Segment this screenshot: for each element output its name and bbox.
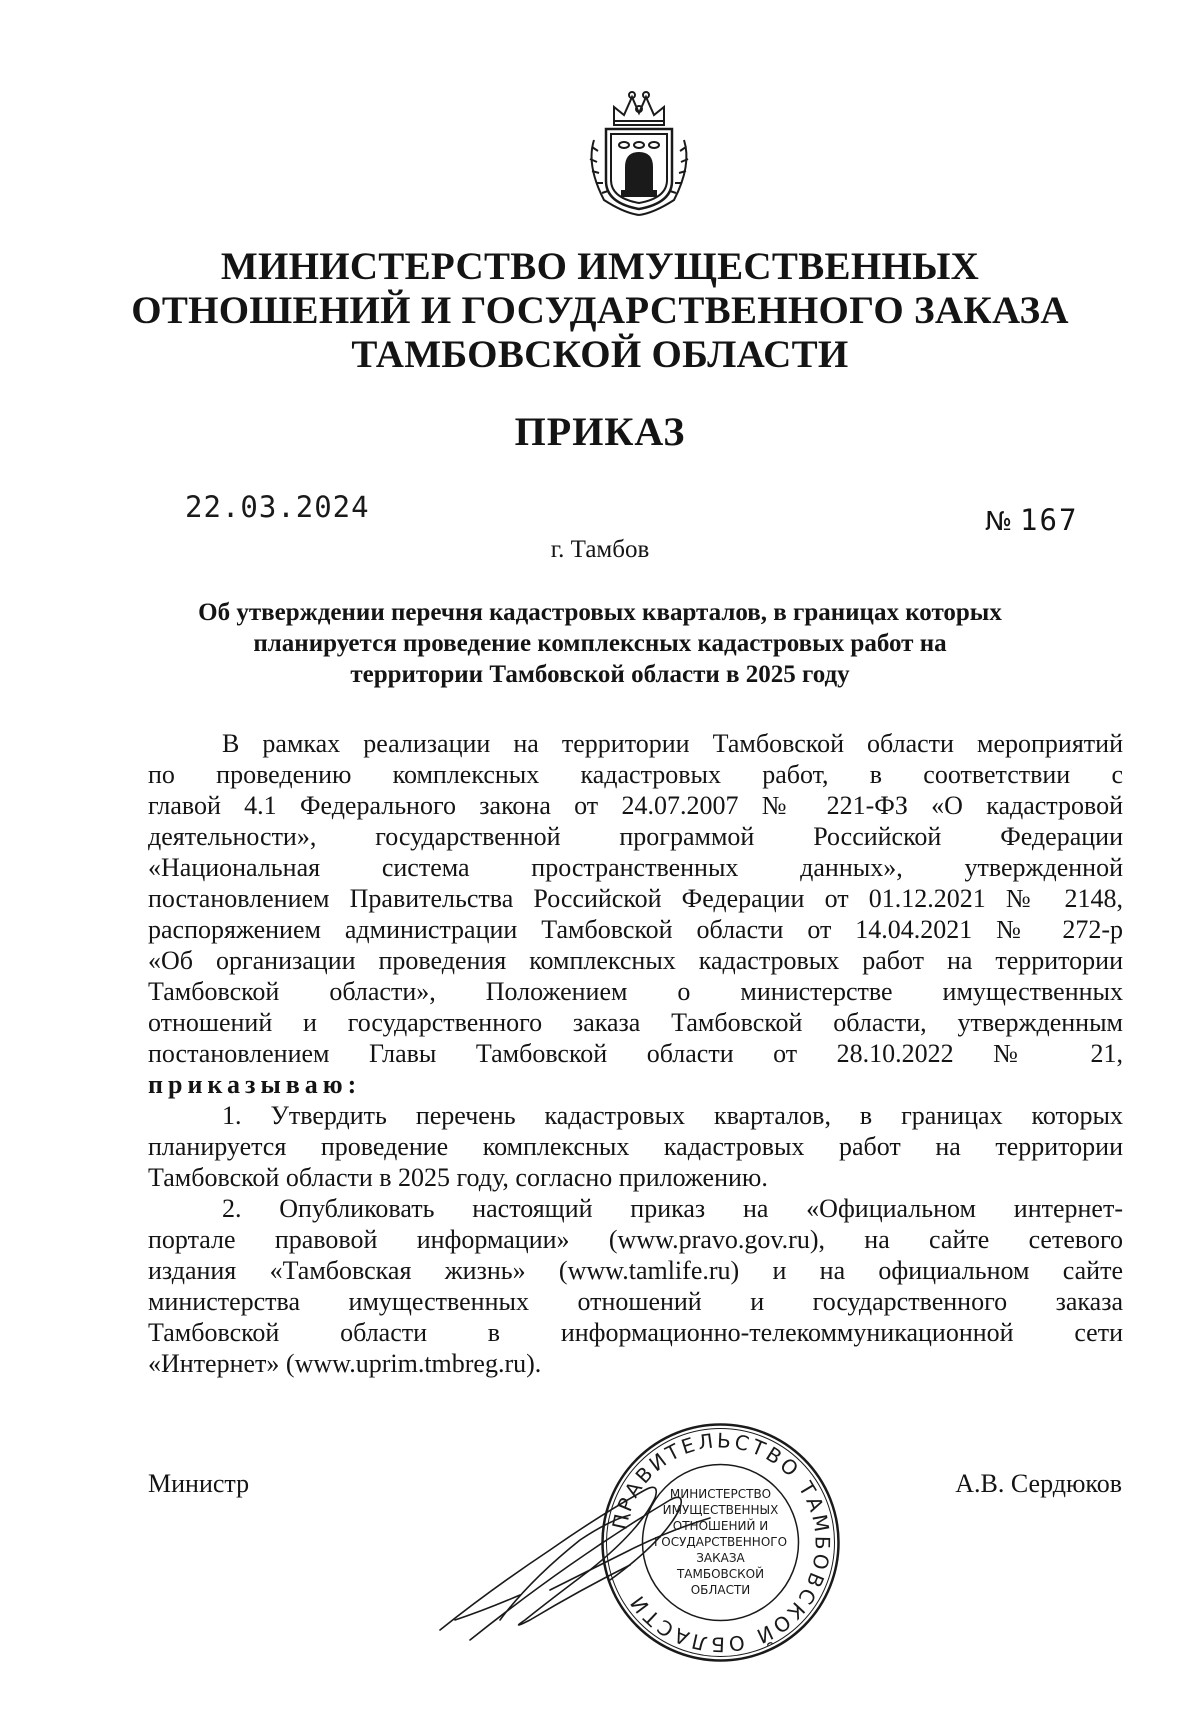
- ministry-line: ОТНОШЕНИЙ И ГОСУДАРСТВЕННОГО ЗАКАЗА: [131, 289, 1069, 332]
- body-line: Тамбовской области в информационно-телекоммуникационной сети: [148, 1318, 1123, 1347]
- body-line: 2. Опубликовать настоящий приказ на «Официальном интернет-: [222, 1194, 1123, 1223]
- order-date: 22.03.2024: [185, 490, 370, 524]
- number-sign: №: [985, 507, 1013, 537]
- subject-line: Об утверждении перечня кадастровых кварталов, в границах которых: [198, 599, 1002, 626]
- body-line: «Интернет» (www.uprim.tmbreg.ru).: [148, 1349, 542, 1378]
- seal-ring-text: ПРАВИТЕЛЬСТВО ТАМБОВСКОЙ ОБЛАСТИ: [607, 1428, 835, 1657]
- body-line: постановлением Главы Тамбовской области от 28.10.2022 № 21,: [148, 1039, 1123, 1068]
- body-line: Тамбовской области в 2025 году, согласно приложению.: [148, 1163, 768, 1192]
- signer-name: А.В. Сердюков: [955, 1469, 1122, 1498]
- preamble: [148, 728, 1123, 1100]
- ministry-name: [100, 245, 1100, 377]
- body-line: издания «Тамбовская жизнь» (www.tamlife.ru) и на официальном сайте: [148, 1256, 1123, 1285]
- body-line: планируется проведение комплексных кадастровых работ на территории: [148, 1132, 1123, 1161]
- body-line: «Об организации проведения комплексных кадастровых работ на территории: [148, 946, 1123, 975]
- order-directive: приказываю:: [148, 1070, 362, 1099]
- signer-position: Министр: [148, 1469, 250, 1498]
- official-seal: [598, 1420, 843, 1665]
- seal-center-line: ИМУЩЕСТВЕННЫХ: [662, 1503, 779, 1517]
- seal-center-line: МИНИСТЕРСТВО: [669, 1487, 772, 1501]
- number-value: 167: [1020, 503, 1079, 537]
- body-line: главой 4.1 Федерального закона от 24.07.2007 № 221-ФЗ «О кадастровой: [148, 791, 1123, 820]
- body-line: деятельности», государственной программой Российской Федерации: [148, 822, 1123, 851]
- order-item-2: [148, 1193, 1123, 1379]
- body-line: портале правовой информации» (www.pravo.gov.ru), на сайте сетевого: [148, 1225, 1123, 1254]
- document-type: ПРИКАЗ: [514, 409, 686, 454]
- body-line: В рамках реализации на территории Тамбовской области мероприятий: [222, 729, 1123, 758]
- body-line: 1. Утвердить перечень кадастровых кварталов, в границах которых: [222, 1101, 1123, 1130]
- order-subject: [150, 597, 1050, 690]
- seal-center-line: ОБЛАСТИ: [690, 1583, 751, 1597]
- seal-center-line: ГОСУДАРСТВЕННОГО: [653, 1535, 788, 1549]
- body-line: отношений и государственного заказа Тамбовской области, утвержденным: [148, 1008, 1123, 1037]
- seal-center-line: ОТНОШЕНИЙ И: [672, 1519, 769, 1533]
- ministry-line: ТАМБОВСКОЙ ОБЛАСТИ: [351, 333, 849, 376]
- body-line: министерства имущественных отношений и государственного заказа: [148, 1287, 1123, 1316]
- city: г. Тамбов: [550, 536, 650, 563]
- body-line: распоряжением администрации Тамбовской области от 14.04.2021 № 272-р: [148, 915, 1123, 944]
- body-line: Тамбовской области», Положением о министерстве имущественных: [148, 977, 1123, 1006]
- body-line: по проведению комплексных кадастровых работ, в соответствии с: [148, 760, 1123, 789]
- coat-of-arms-icon: [584, 85, 694, 220]
- ministry-line: МИНИСТЕРСТВО ИМУЩЕСТВЕННЫХ: [220, 245, 980, 288]
- body-line: постановлением Правительства Российской Федерации от 01.12.2021 № 2148,: [148, 884, 1123, 913]
- subject-line: планируется проведение комплексных кадастровых работ на: [253, 630, 947, 657]
- seal-center-line: ЗАКАЗА: [696, 1551, 745, 1565]
- body-line: «Национальная система пространственных данных», утвержденной: [148, 853, 1123, 882]
- seal-center-line: ТАМБОВСКОЙ: [676, 1567, 765, 1581]
- subject-line: территории Тамбовской области в 2025 году: [350, 661, 850, 688]
- order-number: [985, 503, 1078, 537]
- order-item-1: [148, 1100, 1123, 1193]
